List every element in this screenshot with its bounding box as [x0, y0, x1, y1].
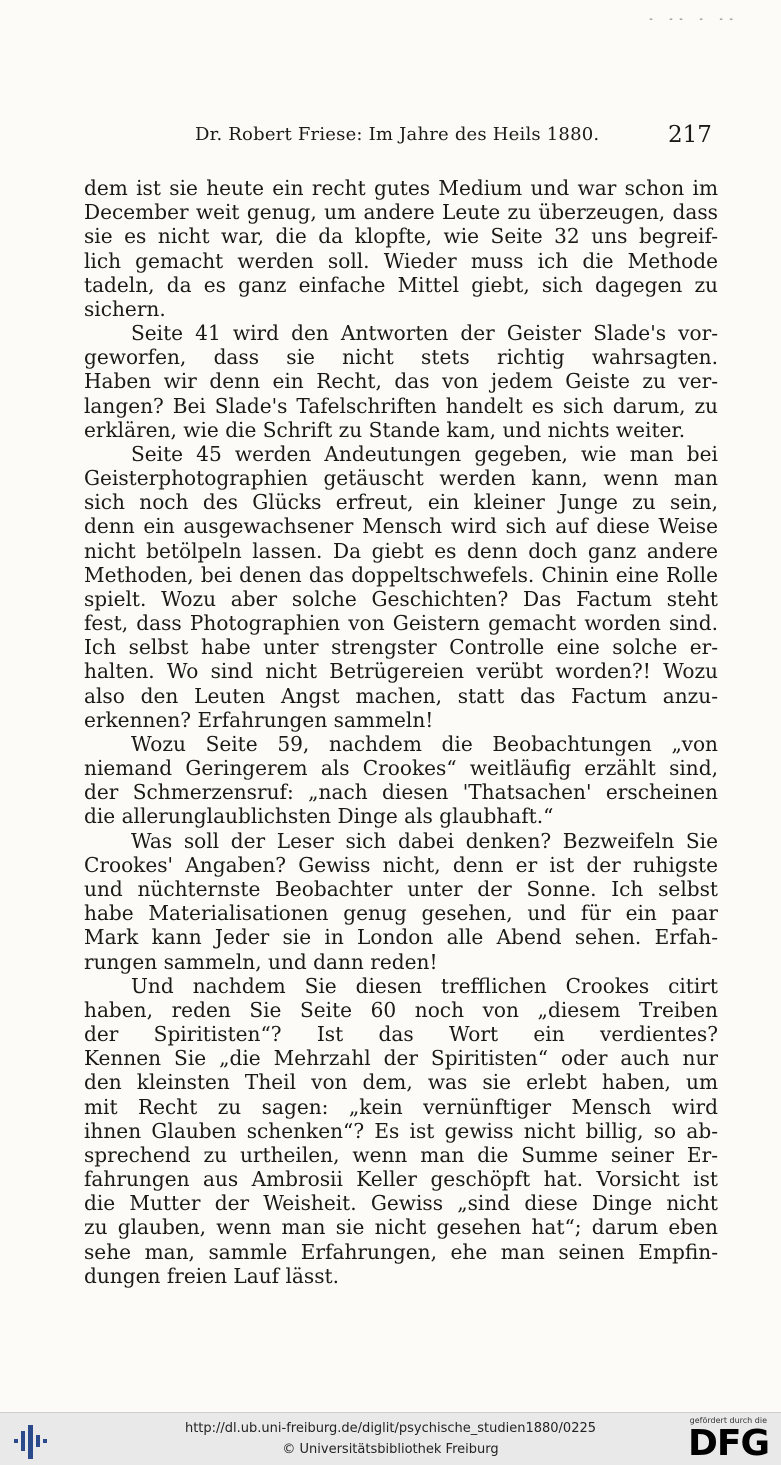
text-line: sichern. [84, 296, 166, 321]
text-line: spielt. Wozu aber solche Geschichten? Das Factum steht [84, 586, 718, 611]
text-line: sehe man, sammle Erfahrungen, ehe man seinen Empfin- [84, 1239, 718, 1264]
text-line: haben, reden Sie Seite 60 noch von „diesem Treiben [84, 997, 718, 1022]
text-line: niemand Geringerem als Crookes“ weitläufig erzählt sind, [84, 756, 718, 781]
text-line: Wozu Seite 59, nachdem die Beobachtungen „von [131, 731, 718, 756]
text-line: Mark kann Jeder sie in London alle Abend sehen. Erfah- [84, 925, 718, 950]
text-line: fest, dass Photographien von Geistern gemacht worden sind. [84, 611, 718, 636]
text-line: Seite 41 wird den Antworten der Geister Slade's vor- [131, 321, 718, 346]
text-line: nicht betölpeln lassen. Da giebt es denn doch ganz andere [84, 538, 718, 563]
text-line: erklären, wie die Schrift zu Stande kam, und nichts weiter. [84, 417, 686, 442]
text-line: und nüchternste Beobachter unter der Sonne. Ich selbst [84, 876, 718, 901]
text-line: sich noch des Glücks erfreut, ein kleiner Junge zu sein, [84, 490, 718, 515]
text-line: die allerunglaublichsten Dinge als glaubhaft.“ [84, 804, 554, 829]
page-number: 217 [668, 122, 712, 148]
text-line: Geisterphotographien getäuscht werden kann, wenn man [84, 466, 718, 491]
text-line: Und nachdem Sie diesen trefflichen Crookes citirt [131, 973, 718, 998]
text-line: mit Recht zu sagen: „kein vernünftiger Mensch wird [84, 1094, 718, 1119]
corner-marks: - -- - -- [648, 14, 739, 25]
text-line: tadeln, da es ganz einfache Mittel giebt, sich dagegen zu [84, 272, 718, 297]
text-line: die Mutter der Weisheit. Gewiss „sind diese Dinge nicht [84, 1191, 718, 1216]
text-line: also den Leuten Angst machen, statt das Factum anzu- [84, 683, 718, 708]
text-line: Seite 45 werden Andeutungen gegeben, wie man bei [131, 441, 718, 466]
text-line: den kleinsten Theil von dem, was sie erlebt haben, um [84, 1070, 718, 1095]
text-line: dungen freien Lauf lässt. [84, 1263, 339, 1288]
running-head: Dr. Robert Friese: Im Jahre des Heils 1880. [195, 124, 600, 145]
text-line: erkennen? Erfahrungen sammeln! [84, 707, 434, 732]
text-line: Haben wir denn ein Recht, das von jedem Geiste zu ver- [84, 369, 718, 394]
body-text [84, 176, 718, 1288]
footer-bar [0, 1412, 781, 1465]
source-url-link[interactable]: http://dl.ub.uni-freiburg.de/diglit/psychische_studien1880/0225 [184, 1421, 597, 1436]
text-line: ihnen Glauben schenken“? Es ist gewiss nicht billig, so ab- [84, 1118, 718, 1143]
text-line: sprechend zu urtheilen, wenn man die Summe seiner Er- [84, 1142, 718, 1167]
text-line: Crookes' Angaben? Gewiss nicht, denn er ist der ruhigste [84, 852, 718, 877]
text-line: der Spiritisten“? Ist das Wort ein verdientes? [84, 1022, 718, 1047]
text-line: dem ist sie heute ein recht gutes Medium und war schon im [84, 176, 718, 200]
text-line: Ich selbst habe unter strengster Controlle eine solche er- [84, 635, 718, 660]
text-line: der Schmerzensruf: „nach diesen 'Thatsachen' erscheinen [84, 780, 718, 805]
text-line: sie es nicht war, die da klopfte, wie Seite 32 uns begreif- [84, 224, 718, 249]
text-line: halten. Wo sind nicht Betrügereien verübt worden?! Wozu [84, 659, 718, 684]
text-line: Kennen Sie „die Mehrzahl der Spiritisten“ oder auch nur [84, 1046, 718, 1071]
text-line: geworfen, dass sie nicht stets richtig wahrsagten. [84, 345, 718, 370]
text-line: langen? Bei Slade's Tafelschriften handelt es sich darum, zu [84, 393, 718, 418]
text-line: December weit genug, um andere Leute zu überzeugen, dass [84, 200, 718, 225]
text-line: Methoden, bei denen das doppeltschwefels. Chinin eine Rolle [84, 562, 718, 587]
text-line: lich gemacht werden soll. Wieder muss ich die Methode [84, 248, 718, 273]
text-line: rungen sammeln, und dann reden! [84, 949, 438, 974]
text-line: Was soll der Leser sich dabei denken? Bezweifeln Sie [131, 828, 718, 853]
text-line: fahrungen aus Ambrosii Keller geschöpft hat. Vorsicht ist [84, 1167, 718, 1192]
dfg-logo[interactable]: DFG [687, 1423, 769, 1464]
text-line: denn ein ausgewachsener Mensch wird sich auf diese Weise [84, 514, 718, 539]
funder-note: gefördert durch die [689, 1416, 767, 1425]
text-line: habe Materialisationen genug gesehen, und für ein paar [84, 901, 718, 926]
copyright-notice: © Universitätsbibliothek Freiburg [282, 1442, 499, 1457]
text-line: zu glauben, wenn man sie nicht gesehen hat“; darum eben [84, 1215, 718, 1240]
